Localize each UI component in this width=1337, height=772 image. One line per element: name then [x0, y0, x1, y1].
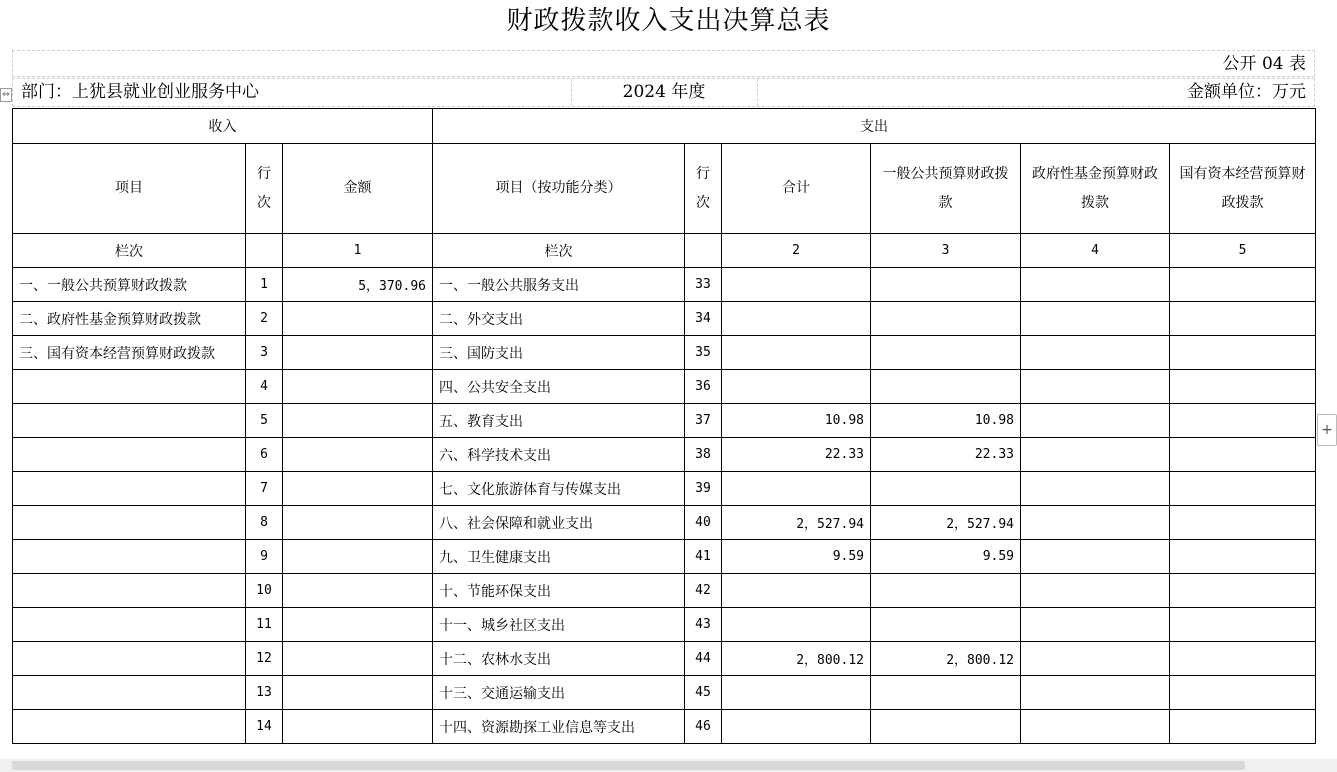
- expense-row-no-cell: 37: [685, 404, 722, 438]
- budget-table: [12, 108, 1316, 744]
- income-item-cell: 三、国有资本经营预算财政拨款: [13, 336, 246, 370]
- expense-column-no-label: 栏次: [433, 234, 685, 268]
- income-row-no-cell: 10: [246, 574, 283, 608]
- general-budget-amount-cell: [871, 472, 1021, 506]
- expense-item-cell: 二、外交支出: [433, 302, 685, 336]
- income-amount-header: 金额: [283, 144, 433, 234]
- income-item-cell: [13, 574, 246, 608]
- column-no-1: 1: [283, 234, 433, 268]
- state-capital-amount-cell: [1170, 370, 1316, 404]
- expense-item-cell: 七、文化旅游体育与传媒支出: [433, 472, 685, 506]
- state-capital-amount-cell: [1170, 710, 1316, 744]
- expense-row-no-cell: 36: [685, 370, 722, 404]
- general-budget-amount-cell: [871, 302, 1021, 336]
- income-item-cell: [13, 472, 246, 506]
- state-capital-amount-cell: [1170, 540, 1316, 574]
- income-item-cell: 二、政府性基金预算财政拨款: [13, 302, 246, 336]
- total-amount-cell: 10.98: [722, 404, 871, 438]
- state-capital-amount-cell: [1170, 574, 1316, 608]
- total-amount-cell: [722, 336, 871, 370]
- table-row: [13, 336, 1316, 370]
- income-item-cell: [13, 710, 246, 744]
- expense-item-cell: 九、卫生健康支出: [433, 540, 685, 574]
- income-item-cell: [13, 506, 246, 540]
- column-no-2: 2: [722, 234, 871, 268]
- income-item-cell: [13, 642, 246, 676]
- gov-fund-amount-cell: [1021, 472, 1170, 506]
- income-amount-cell: [283, 336, 433, 370]
- expense-item-cell: 三、国防支出: [433, 336, 685, 370]
- expense-row-no-header: 行次: [685, 144, 722, 234]
- income-row-no-cell: 6: [246, 438, 283, 472]
- expense-item-cell: 六、科学技术支出: [433, 438, 685, 472]
- general-budget-amount-cell: 22.33: [871, 438, 1021, 472]
- horizontal-scrollbar[interactable]: [0, 759, 1337, 772]
- income-amount-cell: [283, 642, 433, 676]
- table-row: [13, 676, 1316, 710]
- total-amount-cell: [722, 608, 871, 642]
- table-row: [13, 370, 1316, 404]
- total-amount-cell: [722, 472, 871, 506]
- gov-fund-amount-cell: [1021, 438, 1170, 472]
- expense-row-no-cell: 38: [685, 438, 722, 472]
- table-row: [13, 506, 1316, 540]
- general-budget-amount-cell: [871, 336, 1021, 370]
- income-row-no-cell: 4: [246, 370, 283, 404]
- state-capital-amount-cell: [1170, 404, 1316, 438]
- expense-row-no-cell: 44: [685, 642, 722, 676]
- income-row-no-cell: 13: [246, 676, 283, 710]
- state-capital-amount-cell: [1170, 676, 1316, 710]
- table-row: [13, 608, 1316, 642]
- expense-row-no-cell: 42: [685, 574, 722, 608]
- general-budget-amount-cell: 2，527.94: [871, 506, 1021, 540]
- state-capital-amount-cell: [1170, 438, 1316, 472]
- column-header-row: [13, 144, 1316, 234]
- gov-fund-amount-cell: [1021, 676, 1170, 710]
- expense-item-cell: 四、公共安全支出: [433, 370, 685, 404]
- expense-section-header: 支出: [433, 109, 1316, 144]
- general-budget-amount-cell: 2，800.12: [871, 642, 1021, 676]
- income-item-cell: 一、一般公共预算财政拨款: [13, 268, 246, 302]
- income-item-cell: [13, 608, 246, 642]
- income-amount-cell: [283, 574, 433, 608]
- income-row-no-cell: 3: [246, 336, 283, 370]
- gov-fund-amount-cell: [1021, 608, 1170, 642]
- expense-row-no-cell: 45: [685, 676, 722, 710]
- income-row-no-cell: 2: [246, 302, 283, 336]
- income-item-cell: [13, 438, 246, 472]
- gov-fund-amount-cell: [1021, 302, 1170, 336]
- income-row-no-cell: 11: [246, 608, 283, 642]
- income-section-header: 收入: [13, 109, 433, 144]
- income-column-no-label: 栏次: [13, 234, 246, 268]
- page-title: 财政拨款收入支出决算总表: [506, 6, 831, 36]
- expense-row-no-cell: 46: [685, 710, 722, 744]
- expense-item-cell: 十四、资源勘探工业信息等支出: [433, 710, 685, 744]
- expense-row-no-cell: 41: [685, 540, 722, 574]
- income-row-no-cell: 1: [246, 268, 283, 302]
- fiscal-year: 2024 年度: [622, 82, 706, 102]
- income-amount-cell: [283, 506, 433, 540]
- gov-fund-amount-cell: [1021, 574, 1170, 608]
- total-amount-cell: 22.33: [722, 438, 871, 472]
- gov-fund-amount-cell: [1021, 506, 1170, 540]
- state-capital-amount-cell: [1170, 608, 1316, 642]
- income-item-cell: [13, 370, 246, 404]
- income-row-no-cell: 8: [246, 506, 283, 540]
- total-amount-cell: [722, 676, 871, 710]
- section-header-row: [13, 109, 1316, 144]
- general-budget-amount-cell: [871, 268, 1021, 302]
- gov-fund-amount-cell: [1021, 336, 1170, 370]
- income-amount-cell: [283, 302, 433, 336]
- table-row: [13, 540, 1316, 574]
- income-amount-cell: 5，370.96: [283, 268, 433, 302]
- expense-row-no-cell: 34: [685, 302, 722, 336]
- total-amount-cell: [722, 370, 871, 404]
- table-row: [13, 404, 1316, 438]
- table-row: [13, 438, 1316, 472]
- income-item-cell: [13, 540, 246, 574]
- empty-cell: [246, 234, 283, 268]
- table-row: [13, 710, 1316, 744]
- income-amount-cell: [283, 540, 433, 574]
- general-budget-amount-cell: [871, 676, 1021, 710]
- income-item-cell: [13, 404, 246, 438]
- meta-divider: [757, 79, 758, 106]
- expense-row-no-cell: 43: [685, 608, 722, 642]
- add-column-button[interactable]: +: [1317, 414, 1337, 446]
- expense-item-cell: 十一、城乡社区支出: [433, 608, 685, 642]
- table-row: [13, 268, 1316, 302]
- gov-fund-amount-cell: [1021, 710, 1170, 744]
- table-row: [13, 642, 1316, 676]
- expense-row-no-cell: 40: [685, 506, 722, 540]
- income-row-no-cell: 14: [246, 710, 283, 744]
- total-amount-cell: [722, 574, 871, 608]
- expense-row-no-cell: 35: [685, 336, 722, 370]
- state-capital-amount-cell: [1170, 336, 1316, 370]
- gov-fund-amount-cell: [1021, 268, 1170, 302]
- total-header: 合计: [722, 144, 871, 234]
- income-item-cell: [13, 676, 246, 710]
- unit-label: 金额单位：万元: [1187, 82, 1306, 102]
- income-row-no-cell: 5: [246, 404, 283, 438]
- income-row-no-cell: 12: [246, 642, 283, 676]
- general-budget-amount-cell: 10.98: [871, 404, 1021, 438]
- general-budget-amount-cell: [871, 608, 1021, 642]
- state-capital-header: 国有资本经营预算财政拨款: [1170, 144, 1316, 234]
- table-move-handle-icon[interactable]: ⇔: [0, 88, 12, 102]
- general-budget-header: 一般公共预算财政拨款: [871, 144, 1021, 234]
- income-amount-cell: [283, 608, 433, 642]
- column-number-row: [13, 234, 1316, 268]
- scrollbar-thumb[interactable]: [12, 761, 1245, 770]
- table-code-row: [12, 50, 1315, 77]
- state-capital-amount-cell: [1170, 268, 1316, 302]
- income-row-no-header: 行次: [246, 144, 283, 234]
- expense-item-cell: 八、社会保障和就业支出: [433, 506, 685, 540]
- total-amount-cell: 9.59: [722, 540, 871, 574]
- state-capital-amount-cell: [1170, 642, 1316, 676]
- column-no-4: 4: [1021, 234, 1170, 268]
- gov-fund-header: 政府性基金预算财政拨款: [1021, 144, 1170, 234]
- total-amount-cell: 2，800.12: [722, 642, 871, 676]
- general-budget-amount-cell: [871, 370, 1021, 404]
- gov-fund-amount-cell: [1021, 642, 1170, 676]
- income-row-no-cell: 9: [246, 540, 283, 574]
- income-amount-cell: [283, 404, 433, 438]
- income-item-header: 项目: [13, 144, 246, 234]
- expense-item-cell: 十三、交通运输支出: [433, 676, 685, 710]
- gov-fund-amount-cell: [1021, 404, 1170, 438]
- expense-item-cell: 一、一般公共服务支出: [433, 268, 685, 302]
- expense-row-no-cell: 39: [685, 472, 722, 506]
- table-row: [13, 574, 1316, 608]
- general-budget-amount-cell: [871, 710, 1021, 744]
- empty-cell: [685, 234, 722, 268]
- expense-item-cell: 十二、农林水支出: [433, 642, 685, 676]
- expense-item-cell: 十、节能环保支出: [433, 574, 685, 608]
- table-row: [13, 472, 1316, 506]
- state-capital-amount-cell: [1170, 302, 1316, 336]
- income-amount-cell: [283, 370, 433, 404]
- department-label: 部门：上犹县就业创业服务中心: [21, 82, 259, 102]
- column-no-5: 5: [1170, 234, 1316, 268]
- state-capital-amount-cell: [1170, 472, 1316, 506]
- table-row: [13, 302, 1316, 336]
- state-capital-amount-cell: [1170, 506, 1316, 540]
- income-amount-cell: [283, 472, 433, 506]
- income-row-no-cell: 7: [246, 472, 283, 506]
- expense-item-cell: 五、教育支出: [433, 404, 685, 438]
- income-amount-cell: [283, 676, 433, 710]
- total-amount-cell: [722, 268, 871, 302]
- total-amount-cell: [722, 710, 871, 744]
- expense-row-no-cell: 33: [685, 268, 722, 302]
- expense-item-header: 项目（按功能分类）: [433, 144, 685, 234]
- meta-row: [12, 78, 1315, 107]
- general-budget-amount-cell: 9.59: [871, 540, 1021, 574]
- total-amount-cell: 2，527.94: [722, 506, 871, 540]
- income-amount-cell: [283, 438, 433, 472]
- column-no-3: 3: [871, 234, 1021, 268]
- income-amount-cell: [283, 710, 433, 744]
- general-budget-amount-cell: [871, 574, 1021, 608]
- gov-fund-amount-cell: [1021, 370, 1170, 404]
- total-amount-cell: [722, 302, 871, 336]
- gov-fund-amount-cell: [1021, 540, 1170, 574]
- table-code: 公开 04 表: [1222, 54, 1306, 74]
